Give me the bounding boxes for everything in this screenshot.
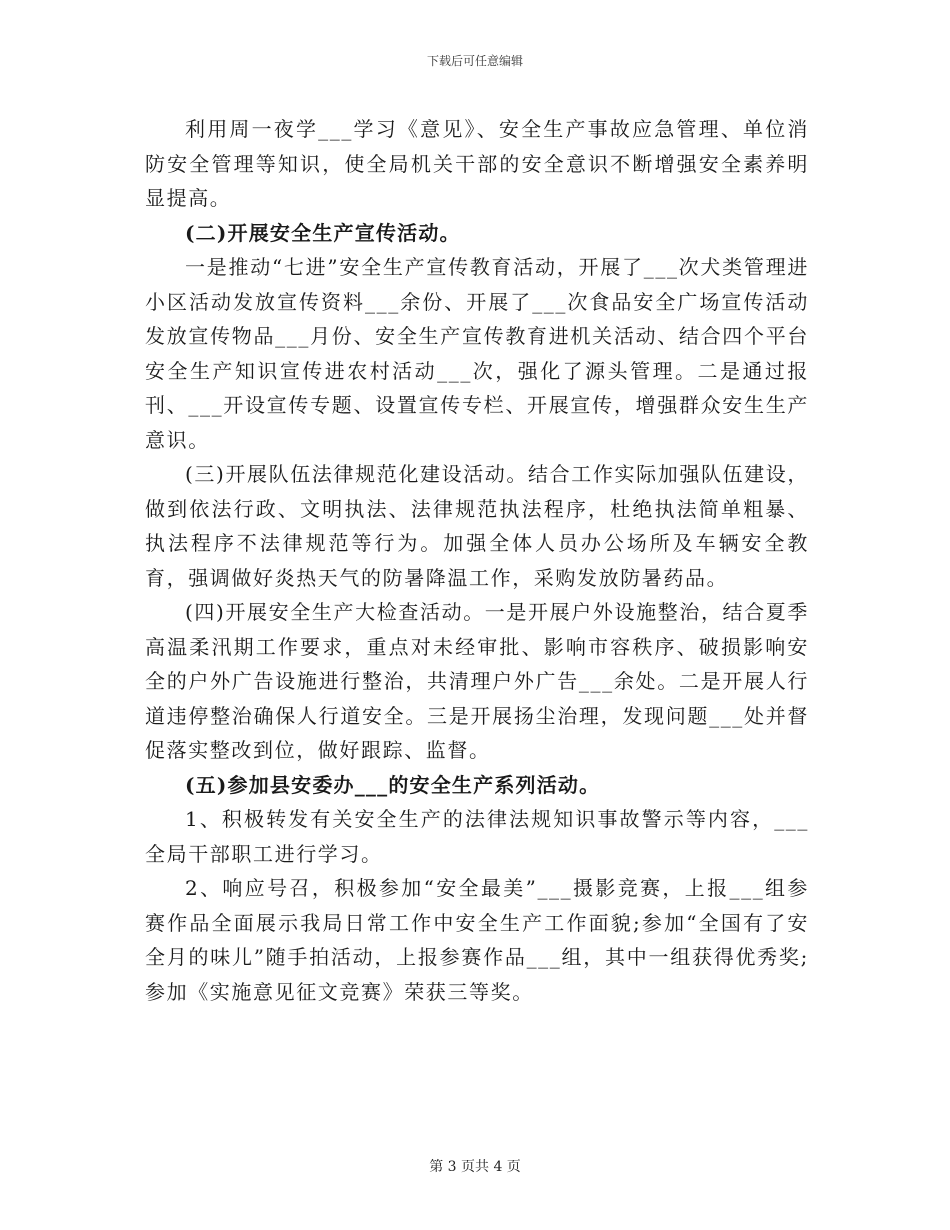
section-heading-5: (五)参加县安委办___的安全生产系列活动。: [185, 772, 601, 797]
paragraph-section-3: (三)开展队伍法律规范化建设活动。结合工作实际加强队伍建设，做到依法行政、文明执法、法律规范执法程序，杜绝执法简单粗暴、执法程序不法律规范等行为。加强全体人员办公场所及车辆安全教育，强调做好炎热天气的防暑降温工作，采购发放防暑药品。: [145, 462, 809, 590]
paragraph-section-4: (四)开展安全生产大检查活动。一是开展户外设施整治，结合夏季高温柔汛期工作要求，重点对未经审批、影响市容秩序、破损影响安全的户外广告设施进行整治，共清理户外广告___余处。二是开展人行道违停整治确保人行道安全。三是开展扬尘治理，发现问题___处并督促落实整改到位，做好跟踪、监督。: [145, 600, 809, 762]
paragraph-study-opinions: 利用周一夜学___学习《意见》、安全生产事故应急管理、单位消防安全管理等知识，使全局机关干部的安全意识不断增强安全素养明显提高。: [145, 117, 809, 210]
paragraph-publicity: 一是推动“七进”安全生产宣传教育活动，开展了___次犬类管理进小区活动发放宣传资料___余份、开展了___次食品安全广场宣传活动发放宣传物品___月份、安全生产宣传教育进机关活动、结合四个平台安全生产知识宣传进农村活动___次，强化了源头管理。二是通过报刊、___开设宣传专题、设置宣传专栏、开展宣传，增强群众安生生产意识。: [145, 255, 809, 452]
document-body: [145, 112, 809, 1009]
list-item-1: 1、积极转发有关安全生产的法律法规知识事故警示等内容，___全局干部职工进行学习。: [145, 807, 809, 866]
list-item-2: 2、响应号召，积极参加“安全最美”___摄影竞赛，上报___组参赛作品全面展示我局日常工作中安全生产工作面貌;参加“全国有了安全月的味儿”随手拍活动，上报参赛作品___组，其中一组获得优秀奖;参加《实施意见征文竞赛》荣获三等奖。: [145, 876, 809, 1004]
page-header: 下载后可任意编辑: [426, 54, 523, 68]
section-heading-2: (二)开展安全生产宣传活动。: [185, 220, 461, 245]
page-number: 第 3 页共 4 页: [429, 1159, 521, 1175]
